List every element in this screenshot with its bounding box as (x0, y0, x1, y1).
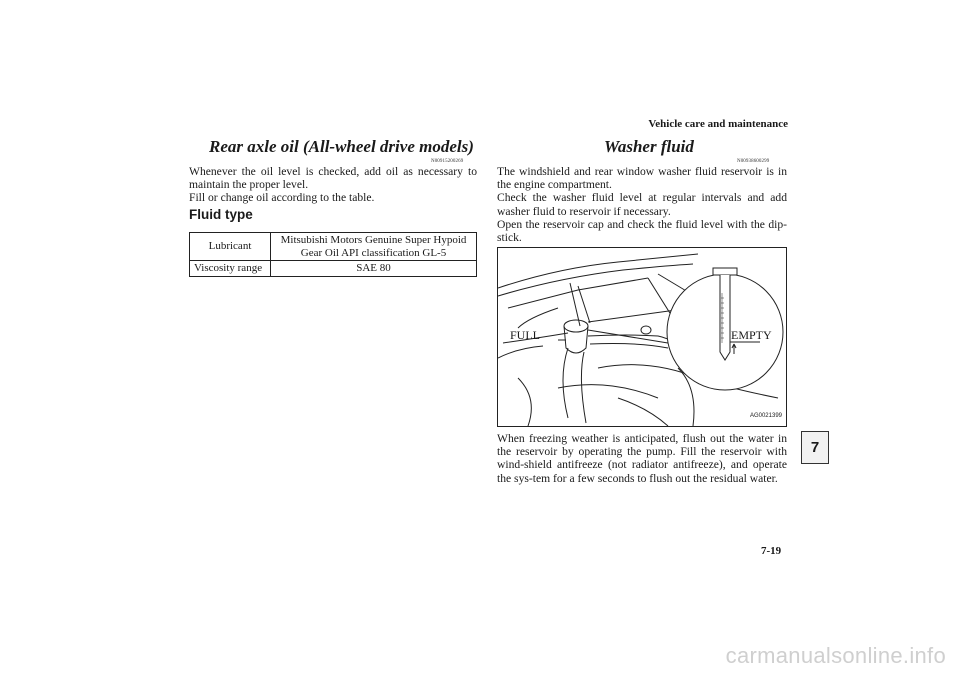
table-cell-label: Lubricant (190, 233, 271, 261)
washer-reservoir-illustration (497, 247, 787, 427)
rear-axle-oil-text (189, 165, 477, 205)
page-number: 7-19 (761, 545, 782, 557)
fluid-type-subheading: Fluid type (189, 207, 253, 222)
fluid-type-table (189, 232, 477, 277)
running-header: Vehicle care and maintenance (648, 118, 788, 130)
table-cell-value (271, 233, 477, 261)
rear-axle-oil-heading: Rear axle oil (All-wheel drive models) (209, 137, 474, 156)
empty-label: EMPTY (731, 328, 772, 342)
washer-paragraph: Check the washer fluid level at regular intervals and add washer fluid to reservoir if necessary. (497, 191, 787, 218)
table-cell-line: Mitsubishi Motors Genuine Super Hypoid (280, 234, 467, 246)
washer-fluid-heading: Washer fluid (604, 137, 694, 156)
section-tab: 7 (801, 431, 829, 464)
washer-fluid-text (497, 165, 787, 244)
rear-axle-oil-code: N00915200269 (431, 159, 464, 164)
figure-code: AG0021399 (749, 413, 782, 419)
rear-axle-paragraph: Whenever the oil level is checked, add oil as necessary to maintain the proper level. (189, 165, 477, 192)
washer-fluid-code: N00938600299 (737, 159, 770, 164)
washer-paragraph: The windshield and rear window washer fluid reservoir is in the engine compartment. (497, 165, 787, 192)
table-cell-line: Gear Oil API classification GL-5 (300, 246, 447, 259)
table-cell-label: Viscosity range (190, 261, 271, 277)
table-row (190, 233, 477, 261)
full-label: FULL (510, 328, 540, 342)
rear-axle-paragraph: Fill or change oil according to the table. (189, 191, 375, 205)
washer-paragraph: Open the reservoir cap and check the fluid level with the dip-stick. (497, 217, 787, 245)
table-cell-value: SAE 80 (271, 261, 477, 277)
table-row (190, 261, 477, 277)
washer-freezing-text: When freezing weather is anticipated, flush out the water in the reservoir by operating the pump. Fill the reservoir with wind-shield antifreeze (not radiator antifreeze), and operate the sys-tem for a few seconds to flush out the residual water. (497, 432, 787, 485)
watermark: carmanualsonline.info (725, 643, 946, 668)
